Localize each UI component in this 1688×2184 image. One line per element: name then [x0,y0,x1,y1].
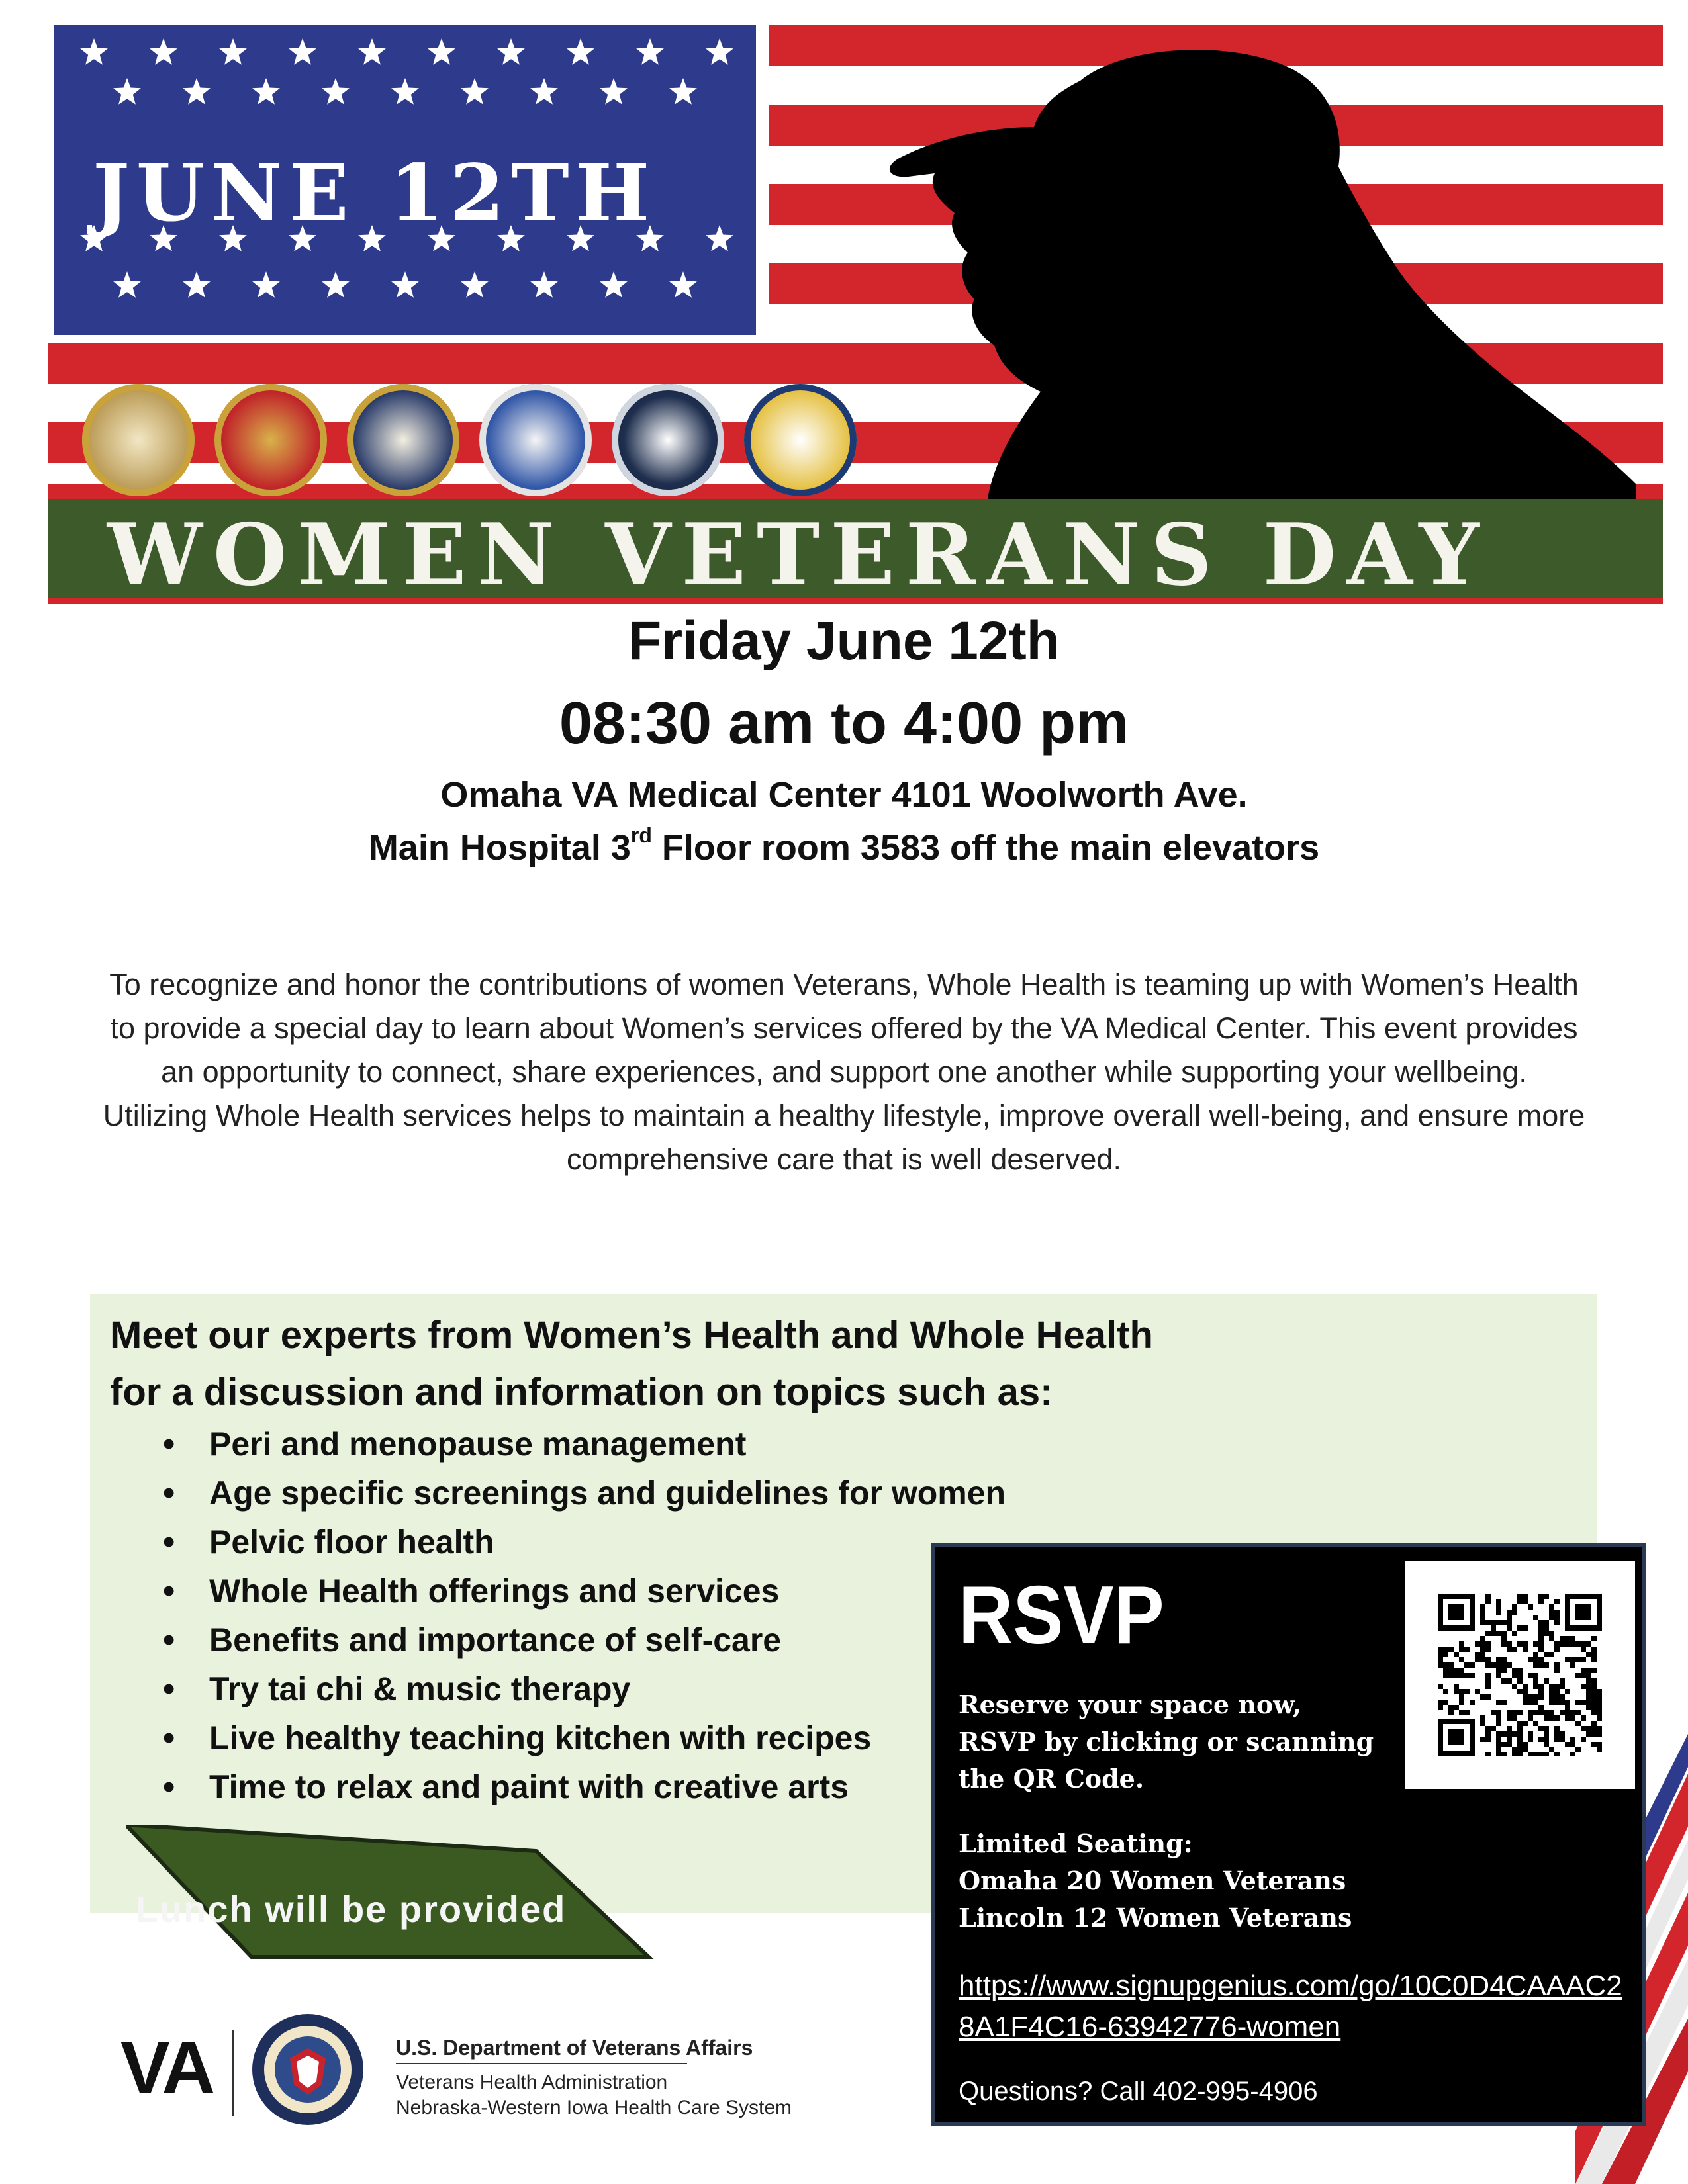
banner-event-title: WOMEN VETERANS DAY [107,506,1490,604]
topic-item: • Benefits and importance of self-care [163,1615,1006,1664]
rsvp-phone: Questions? Call 402-995-4906 [959,2077,1318,2106]
rsvp-signup-link[interactable]: https://www.signupgenius.com/go/10C0D4CAAAC28A1F4C16-63942776-women [959,1970,1622,2043]
description-paragraph: Utilizing Whole Health services helps to maintain a healthy lifestyle, improve overall well-being, and ensure more comprehensive care that is well deserved. [103,1099,1585,1176]
experts-heading-line: for a discussion and information on topics such as: [110,1371,1053,1414]
event-description [99,963,1589,1181]
description-paragraph: To recognize and honor the contributions of women Veterans, Whole Health is teaming up with Women’s Health to provide a special day to learn about Women’s services offered by the VA Medical Center. This event provides an opportunity to connect, share experiences, and support one another while supporting your wellbeing. [109,968,1579,1089]
lunch-label: Lunch will be provided [135,1888,567,1930]
experts-heading-line: Meet our experts from Women’s Health and Whole Health [110,1314,1153,1357]
va-system-name: Nebraska-Western Iowa Health Care System [396,2097,792,2118]
coast-guard-seal-icon [744,384,857,496]
va-seal-icon [250,2012,366,2128]
rsvp-instruction-line: RSVP by clicking or scanning [959,1727,1374,1756]
topic-item: • Age specific screenings and guidelines for women [163,1469,1006,1518]
seating-line: Lincoln 12 Women Veterans [959,1903,1352,1933]
event-room [0,823,1688,868]
va-vha-name: Veterans Health Administration [396,2071,668,2093]
qr-code-icon [1438,1594,1602,1756]
space-force-seal-icon [612,384,724,496]
experts-heading [110,1307,1368,1421]
seating-heading: Limited Seating: [959,1829,1193,1858]
navy-seal-icon [347,384,459,496]
va-department-name: U.S. Department of Veterans Affairs [396,2036,753,2060]
room-suffix: Floor room 3583 off the main elevators [651,828,1320,868]
banner-date-title: JUNE 12TH [93,147,657,239]
topics-list [163,1420,1006,1811]
room-superscript: rd [630,823,652,847]
hero-banner [48,21,1663,604]
topic-item: • Peri and menopause management [163,1420,1006,1469]
qr-code[interactable] [1405,1561,1635,1789]
logo-divider [232,2030,234,2116]
topic-item: • Time to relax and paint with creative arts [163,1762,1006,1811]
rsvp-instructions [959,1686,1422,1797]
rsvp-title: RSVP [959,1570,1164,1661]
topic-item: • Try tai chi & music therapy [163,1664,1006,1713]
event-date: Friday June 12th [628,611,1060,671]
room-prefix: Main Hospital 3 [368,828,631,868]
rsvp-seating [959,1825,1422,1936]
va-rule [396,2063,687,2064]
event-time: 08:30 am to 4:00 pm [559,690,1129,756]
topic-item: • Pelvic floor health [163,1518,1006,1567]
topic-item: • Whole Health offerings and services [163,1567,1006,1615]
rsvp-instruction-line: Reserve your space now, [959,1690,1302,1719]
topic-item: • Live healthy teaching kitchen with recipes [163,1713,1006,1762]
rsvp-box [931,1543,1646,2126]
army-seal-icon [82,384,195,496]
marine-corps-seal-icon [214,384,327,496]
rsvp-instruction-line: the QR Code. [959,1764,1145,1794]
air-force-seal-icon [479,384,592,496]
seating-line: Omaha 20 Women Veterans [959,1866,1346,1895]
event-location: Omaha VA Medical Center 4101 Woolworth Ave. [440,775,1248,815]
va-logo-mark: VA [120,2026,213,2109]
